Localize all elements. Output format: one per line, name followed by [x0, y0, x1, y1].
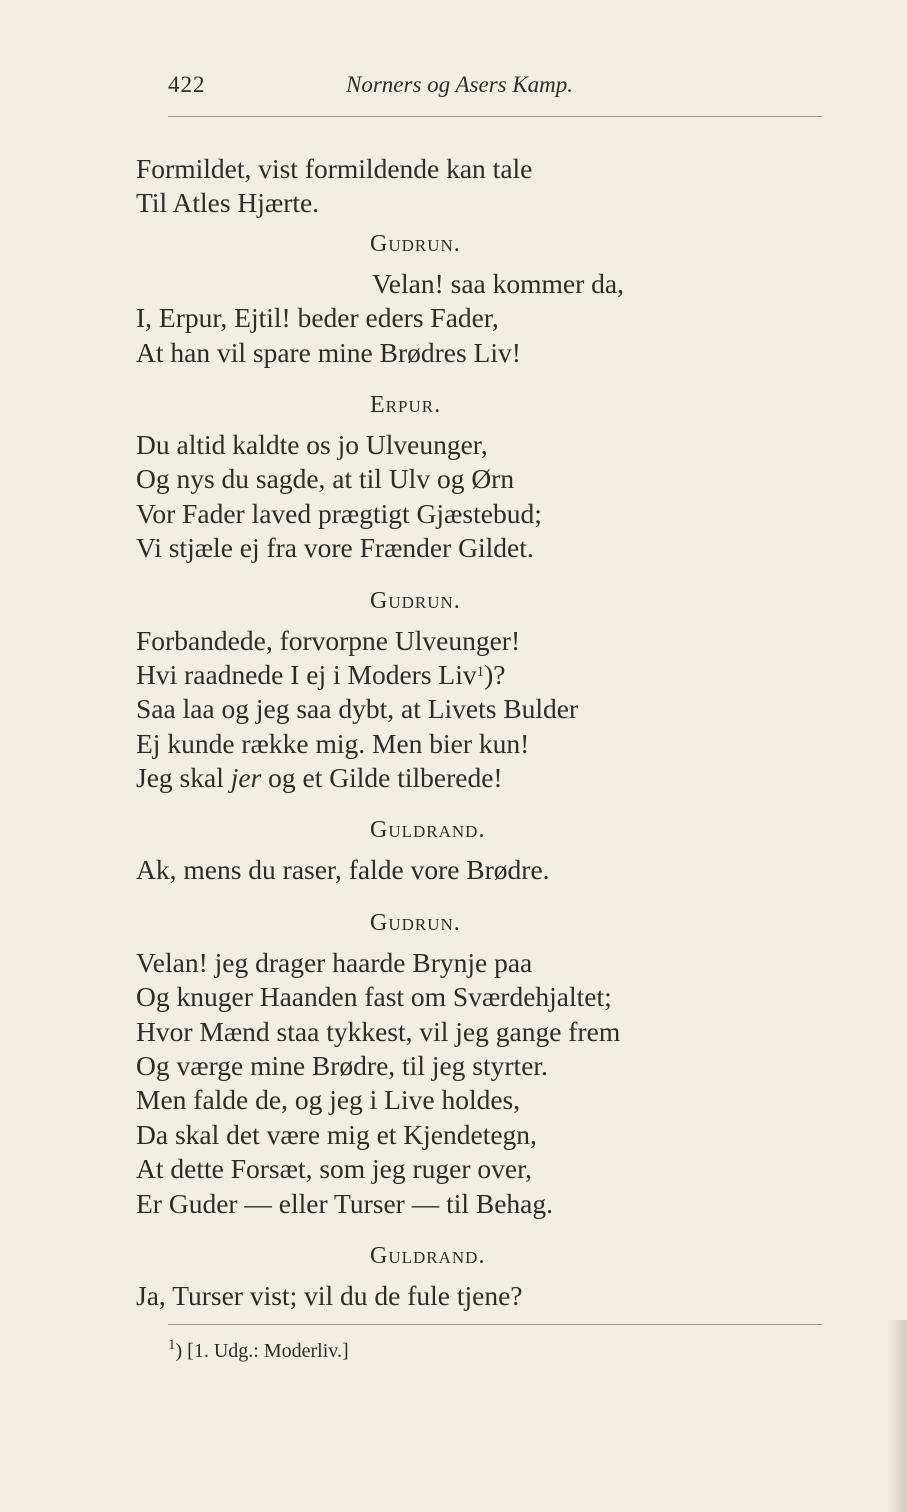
verse-line: Ja, Turser vist; vil du de fule tjene? [136, 1279, 523, 1311]
verse-line: Men falde de, og jeg i Live holdes, [136, 1084, 521, 1116]
speaker-name: Guldrand. [370, 817, 486, 844]
verse-line: Og knuger Haanden fast om Sværdehjaltet; [136, 981, 612, 1013]
header-rule [168, 116, 822, 117]
verse-line: I, Erpur, Ejtil! beder eders Fader, [136, 302, 499, 334]
verse-line: Formildet, vist formildende kan tale [136, 153, 533, 184]
verse-line: Saa laa og jeg saa dybt, at Livets Bulder [136, 693, 579, 725]
verse-line: Velan! jeg drager haarde Brynje paa [136, 946, 533, 978]
verse-line: Hvor Mænd staa tykkest, vil jeg gange frem [136, 1015, 621, 1047]
page-header [168, 72, 628, 106]
verse-text-part: )? [484, 658, 506, 690]
verse-line [136, 658, 836, 692]
footnote-rule [168, 1324, 822, 1325]
verse-line: Du altid kaldte os jo Ulveunger, [136, 428, 488, 460]
verse-text [136, 152, 836, 1313]
footnote-text: ) [1. Udg.: Moderliv.] [175, 1340, 349, 1362]
speaker-name: Gudrun. [370, 230, 461, 257]
speaker-name: Erpur. [370, 391, 442, 418]
footnote [168, 1337, 349, 1363]
footnote-ref: 1 [476, 663, 485, 680]
verse-line: At dette Forsæt, som jeg ruger over, [136, 1153, 533, 1185]
verse-line: Forbandede, forvorpne Ulveunger! [136, 624, 521, 656]
verse-text-part: og et Gilde tilberede! [261, 762, 503, 794]
verse-line: Da skal det være mig et Kjendetegn, [136, 1118, 537, 1150]
verse-line: Ej kunde række mig. Men bier kun! [136, 727, 530, 759]
verse-line: Og nys du sagde, at til Ulv og Ørn [136, 463, 515, 495]
footnote-marker: 1 [168, 1337, 176, 1353]
verse-text-part: Jeg skal [136, 762, 231, 794]
verse-line: Til Atles Hjærte. [136, 187, 320, 219]
speaker-name: Gudrun. [370, 909, 461, 936]
page-number: 422 [168, 72, 206, 97]
verse-line: Velan! saa kommer da, [372, 267, 624, 299]
emphasized-word: jer [230, 762, 262, 794]
verse-line: Ak, mens du raser, falde vore Brødre. [136, 854, 550, 886]
verse-line: At han vil spare mine Brødres Liv! [136, 336, 521, 368]
verse-text-part: Hvi raadnede I ej i Moders Liv [136, 658, 477, 690]
verse-line: Og værge mine Brødre, til jeg styrter. [136, 1050, 548, 1082]
page-edge-shadow [889, 1320, 907, 1512]
verse-line [136, 761, 836, 795]
verse-line: Er Guder — eller Turser — til Behag. [136, 1187, 554, 1219]
running-title: Norners og Asers Kamp. [346, 72, 574, 97]
verse-line: Vi stjæle ej fra vore Frænder Gildet. [136, 532, 534, 564]
speaker-name: Gudrun. [370, 587, 461, 614]
speaker-name: Guldrand. [370, 1242, 486, 1269]
verse-line: Vor Fader laved prægtigt Gjæstebud; [136, 497, 542, 529]
